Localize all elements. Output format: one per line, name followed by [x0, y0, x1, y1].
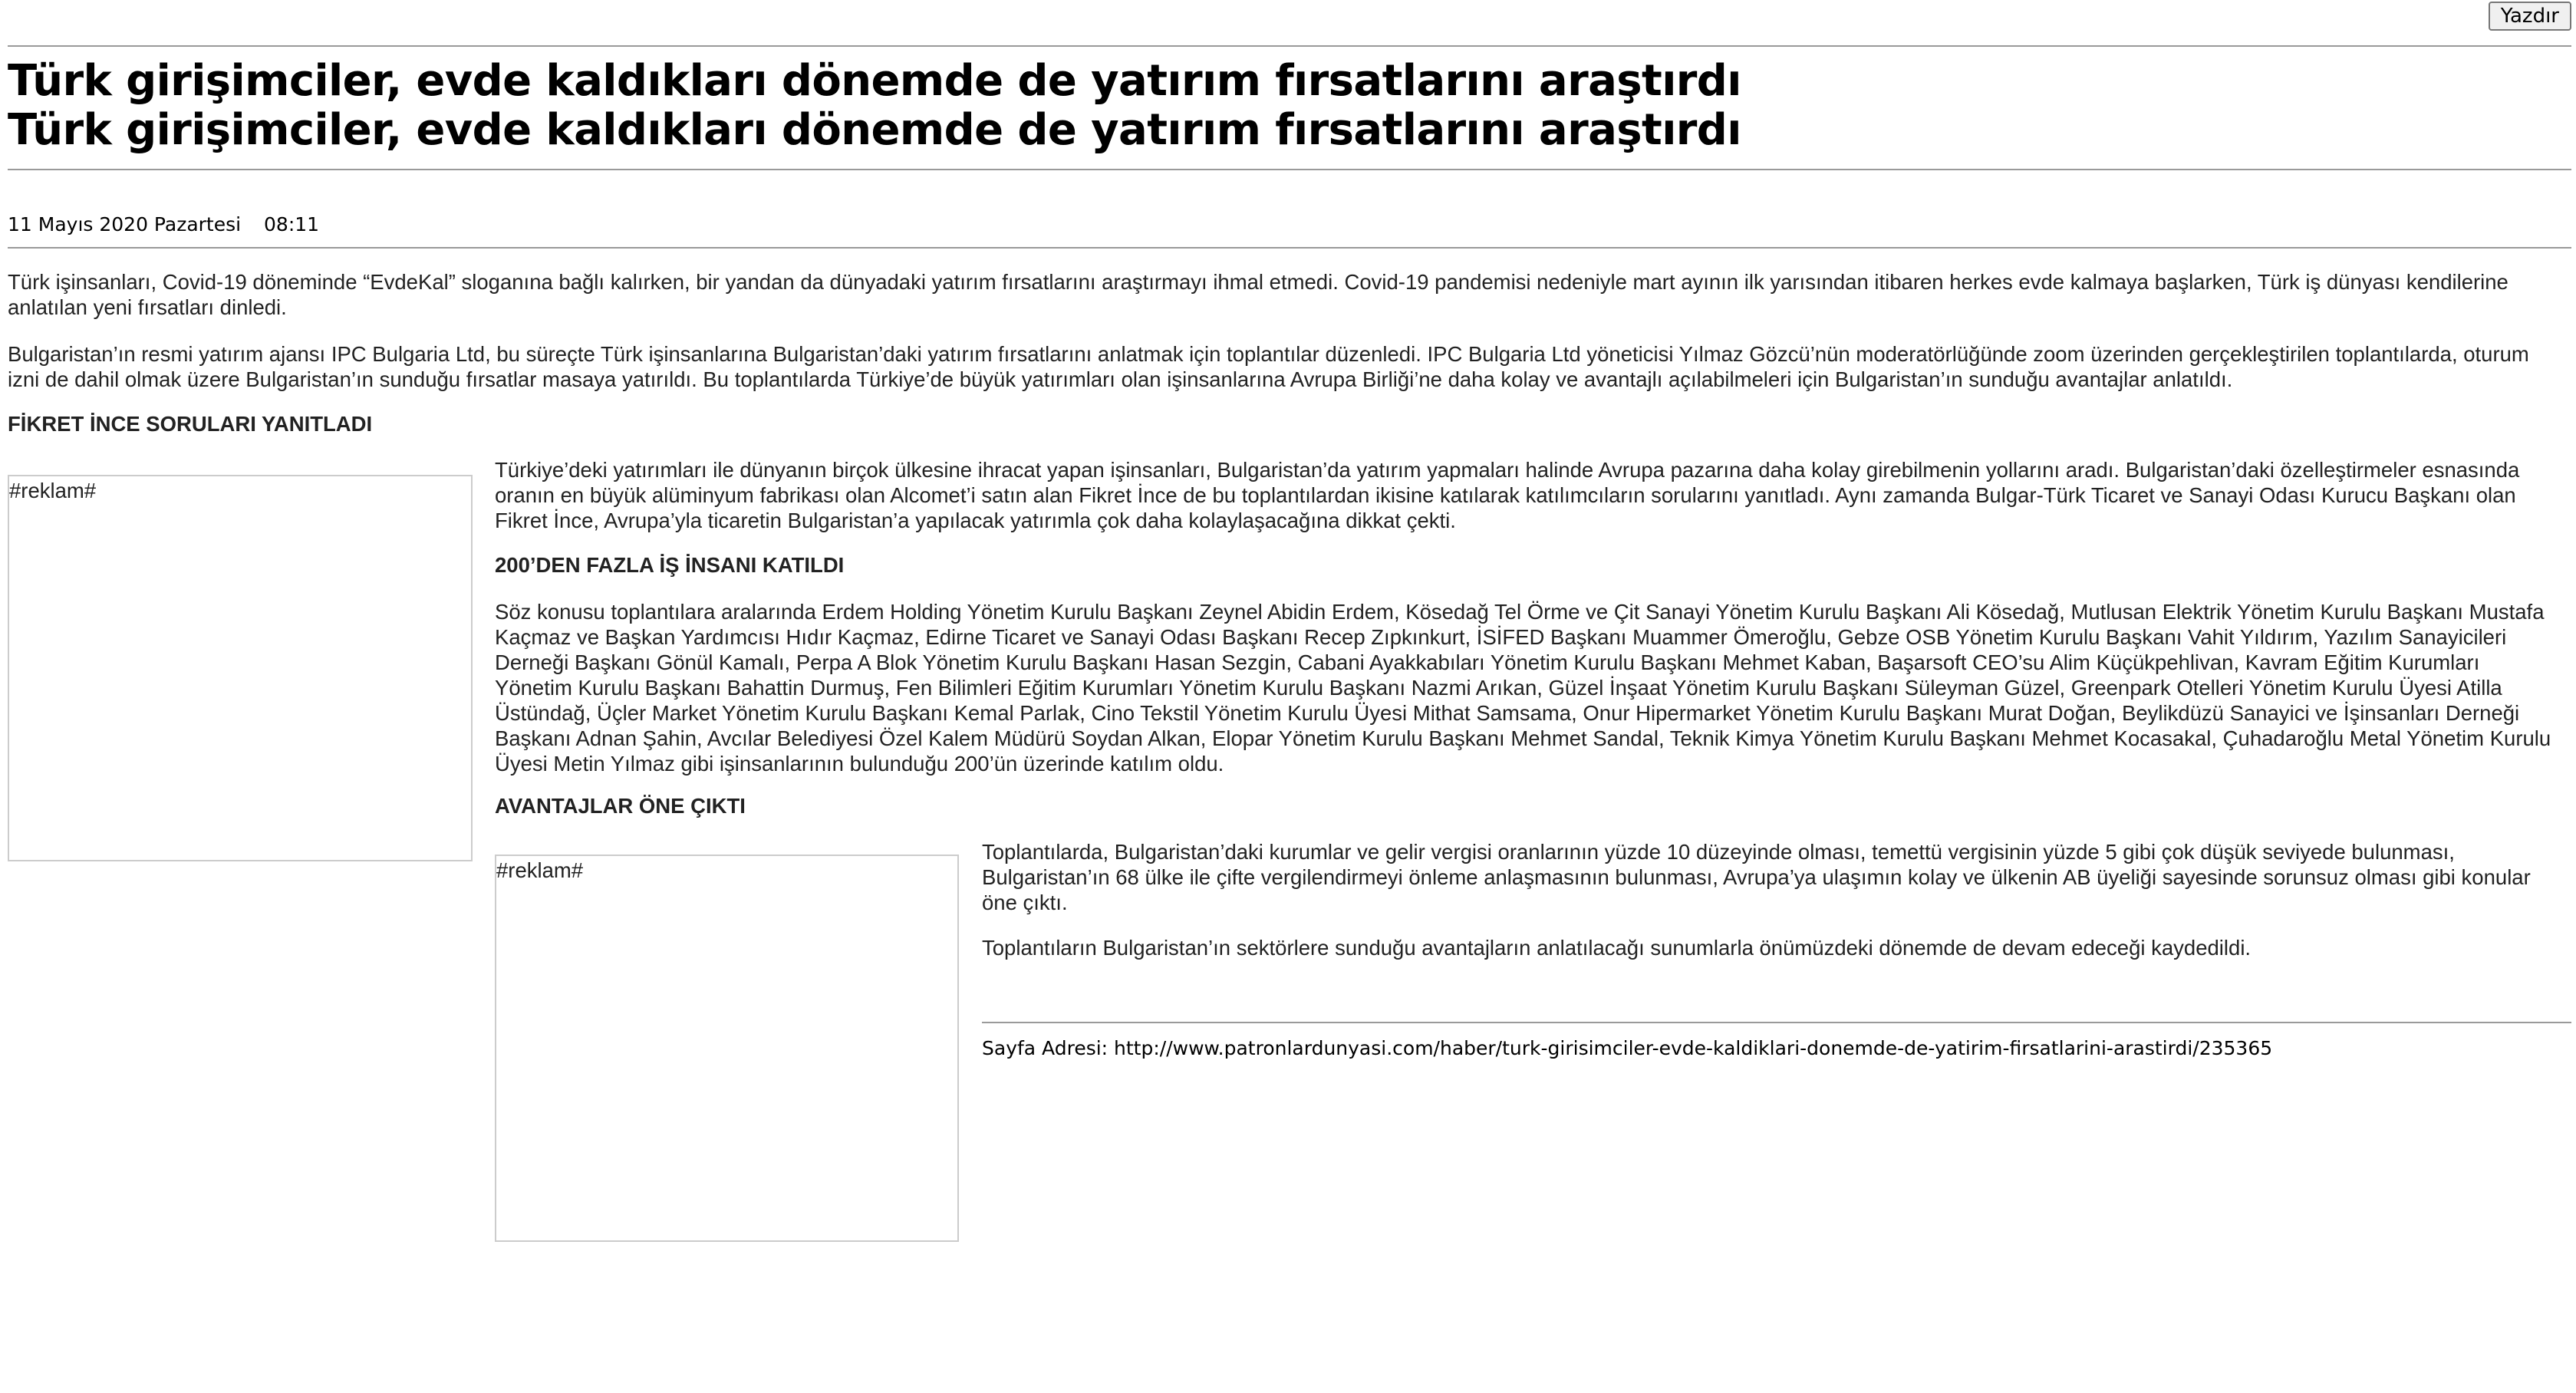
section-1-paragraph: Türkiye’deki yatırımları ile dünyanın birçok ülkesine ihracat yapan işinsanları, Bulgaristan’da yatırım yapmaları halinde Avrupa pazarına daha kolay girebilmenin yollarını aradı. Bulgaristan’daki özelleştirmeler esnasında oranın en büyük alüminyum fabrikası olan Alcomet’i satın alan Fikret İnce de bu toplantılardan ikisine katılarak katılımcıların sorularını yanıtladı. Aynı zamanda Bulgar-Türk Ticaret ve Sanayi Odası Kurucu Başkanı olan Fikret İnce, Avrupa’yla ticaretin Bulgaristan’a yapılacak yatırımla çok daha kolaylaşacağına dikkat çekti. — [495, 458, 2520, 532]
title-divider — [8, 169, 2571, 170]
ad-placeholder-label: #reklam# — [496, 858, 584, 882]
subhead-advantages: AVANTAJLAR ÖNE ÇIKTI — [495, 794, 746, 818]
subhead-200-participants: 200’DEN FAZLA İŞ İNSANI KATILDI — [495, 553, 845, 577]
dateline — [8, 213, 319, 235]
intro-paragraph-1: Türk işinsanları, Covid-19 döneminde “EvdeKal” sloganına bağlı kalırken, bir yandan da dünyadaki yatırım fırsatlarını araştırmayı ihmal etmedi. Covid-19 pandemisi nedeniyle mart ayının ilk yarısından itibaren herkes evde kalmaya başlarken, Türk iş dünyası kendilerine anlatılan yeni fırsatları dinledi. — [8, 270, 2508, 319]
date-divider — [8, 247, 2571, 249]
section-3-paragraph-1: Toplantılarda, Bulgaristan’daki kurumlar ve gelir vergisi oranlarının yüzde 10 düzeyinde olması, temettü vergisinin yüzde 5 gibi çok düşük seviyede bulunması, Bulgaristan’ın 68 ülke ile çifte vergilendirmeyi önleme anlaşmasının bulunması, Avrupa’ya ulaşımın kolay ve ülkenin AB üyeliği sayesinde sorunsuz olması gibi konular öne çıktı. — [982, 840, 2531, 914]
page-title — [8, 57, 1741, 155]
footer-divider — [982, 1022, 2571, 1023]
intro-paragraph-2: Bulgaristan’ın resmi yatırım ajansı IPC Bulgaria Ltd, bu süreçte Türk işinsanlarına Bulgaristan’daki yatırım fırsatlarını anlatmak için toplantılar düzenledi. IPC Bulgaria Ltd yöneticisi Yılmaz Gözcü’nün moderatörlüğünde zoom üzerinden gerçekleştirilen toplantılarda, oturum izni de dahil olmak üzere Bulgaristan’ın sunduğu fırsatlar masaya yatırıldı. Bu toplantılarda Türkiye’de büyük yatırımları olan işinsanlarına Avrupa Birliği’ne daha kolay ve avantajlı açılabilmeleri için Bulgaristan’ın sunduğu avantajlar anlatıldı. — [8, 342, 2529, 391]
section-3-paragraph-2: Toplantıların Bulgaristan’ın sektörlere sunduğu avantajların anlatılacağı sunumlarla önümüzdeki dönemde de devam edeceği kaydedildi. — [982, 936, 2252, 960]
page-address: Sayfa Adresi: http://www.patronlardunyasi.com/haber/turk-girisimciler-evde-kaldiklari-donemde-de-yatirim-firsatlarini-arastirdi/235365 — [982, 1037, 2273, 1059]
section-2-paragraph: Söz konusu toplantılara aralarında Erdem Holding Yönetim Kurulu Başkanı Zeynel Abidin Erdem, Kösedağ Tel Örme ve Çit Sanayi Yönetim Kurulu Başkanı Ali Kösedağ, Mutlusan Elektrik Yönetim Kurulu Başkanı Mustafa Kaçmaz ve Başkan Yardımcısı Hıdır Kaçmaz, Edirne Ticaret ve Sanayi Odası Başkanı Recep Zıpkınkurt, İSİFED Başkanı Muammer Ömeroğlu, Gebze OSB Yönetim Kurulu Başkanı Vahit Yıldırım, Yazılım Sanayicileri Derneği Başkanı Gönül Kamalı, Perpa A Blok Yönetim Kurulu Başkanı Hasan Sezgin, Cabani Ayakkabıları Yönetim Kurulu Başkanı Mehmet Kaban, Başarsoft CEO’su Alim Küçükpehlivan, Kavram Eğitim Kurumları Yönetim Kurulu Başkanı Bahattin Durmuş, Fen Bilimleri Eğitim Kurumları Yönetim Kurulu Başkanı Nazmi Arıkan, Güzel İnşaat Yönetim Kurulu Başkanı Süleyman Güzel, Greenpark Otelleri Yönetim Kurulu Üyesi Atilla Üstündağ, Üçler Market Yönetim Kurulu Başkanı Kemal Parlak, Cino Tekstil Yönetim Kurulu Üyesi Mithat Samsama, Onur Hipermarket Yönetim Kurulu Başkanı Murat Doğan, Beylikdüzü Sanayici ve İşinsanları Derneği Başkanı Adnan Şahin, Avcılar Belediyesi Özel Kalem Müdürü Soydan Alkan, Elopar Yönetim Kurulu Başkanı Mehmet Sandal, Teknik Kimya Yönetim Kurulu Başkanı Mehmet Kocasakal, Çuhadaroğlu Metal Yönetim Kurulu Üyesi Metin Yılmaz gibi işinsanlarının bulunduğu 200’ün üzerinde katılım oldu. — [495, 600, 2551, 776]
print-button[interactable]: Yazdır — [2489, 2, 2571, 31]
publish-date: 11 Mayıs 2020 Pazartesi — [8, 213, 242, 235]
ad-slot-1[interactable] — [8, 475, 473, 861]
headline-line-1: Türk girişimciler, evde kaldıkları dönemde de yatırım fırsatlarını araştırdı — [8, 56, 1741, 106]
publish-time: 08:11 — [264, 213, 320, 235]
top-divider — [8, 45, 2571, 47]
subhead-fikret-ince: FİKRET İNCE SORULARI YANITLADI — [8, 412, 373, 436]
ad-slot-2[interactable] — [495, 855, 959, 1242]
ad-placeholder-label: #reklam# — [9, 479, 97, 502]
headline-line-2: Türk girişimciler, evde kaldıkları dönemde de yatırım fırsatlarını araştırdı — [8, 105, 1741, 155]
